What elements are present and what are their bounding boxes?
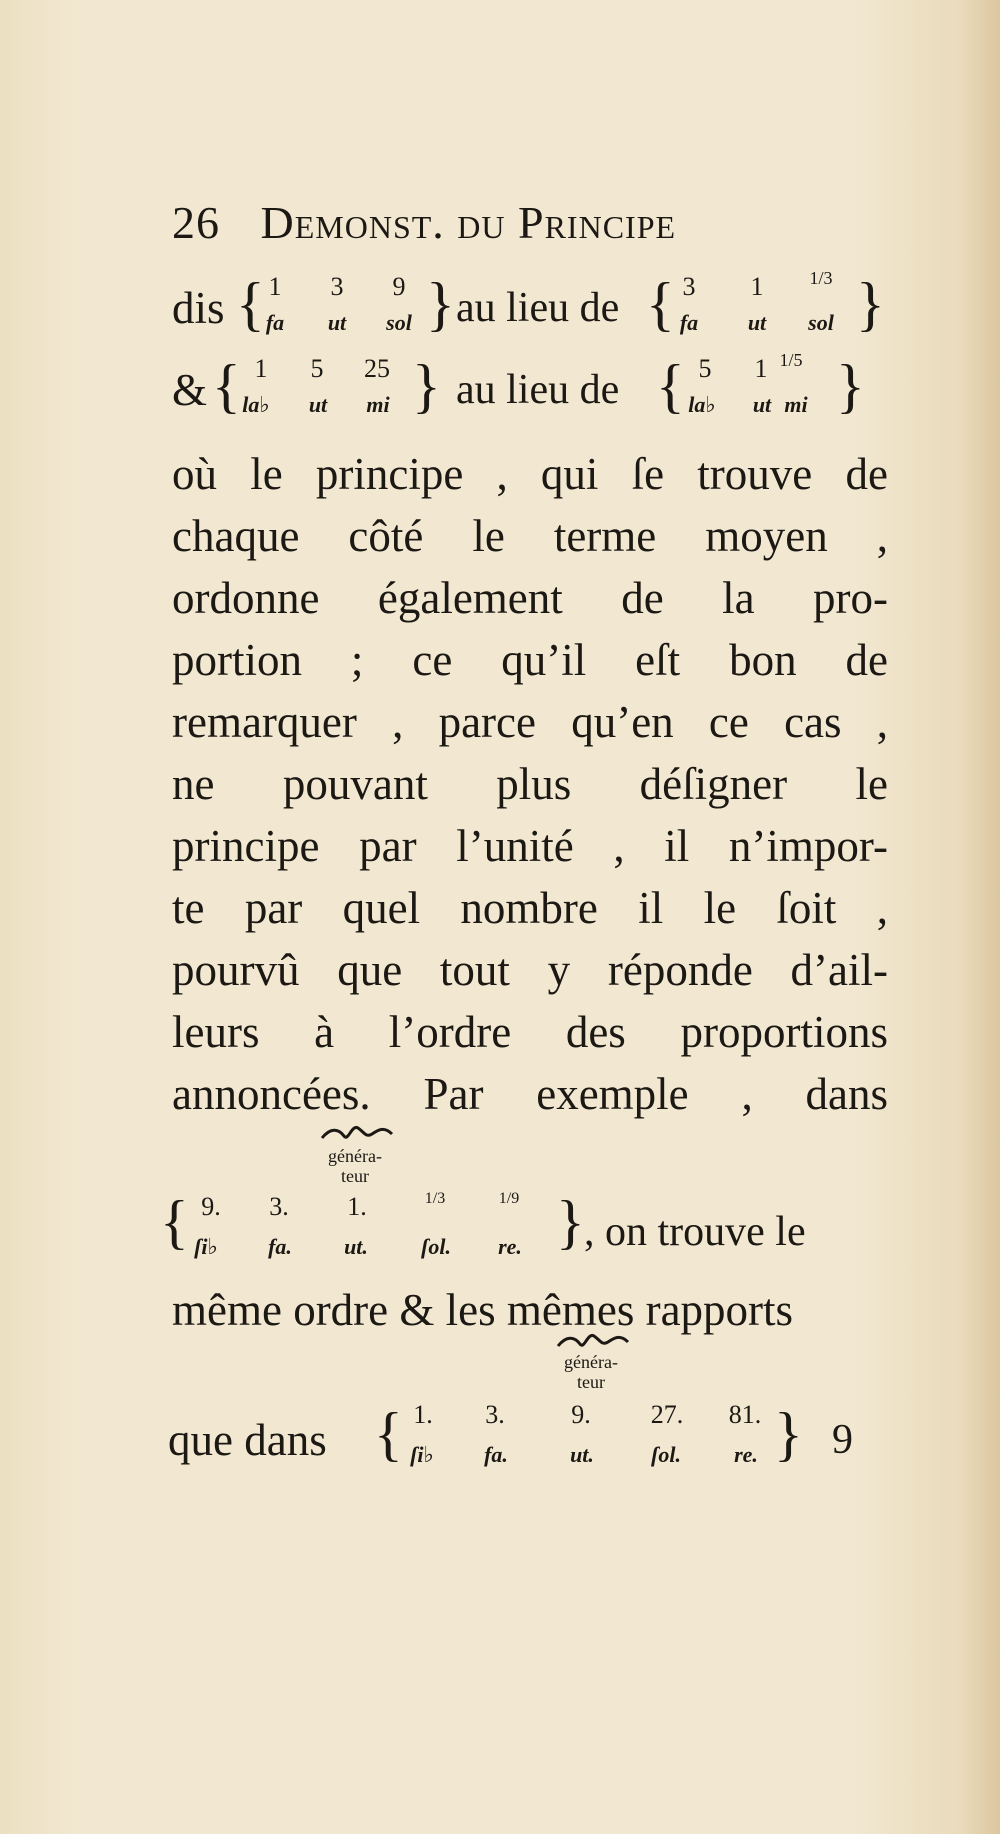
word: ,: [613, 821, 625, 871]
text-line: [172, 1064, 888, 1124]
word: le: [855, 759, 888, 809]
word: Par: [423, 1069, 484, 1119]
formula1-left-number: 3: [330, 272, 344, 301]
formula4-note: re.: [734, 1442, 758, 1467]
formula4-note: ſi♭: [410, 1442, 434, 1467]
word: parce: [438, 697, 536, 747]
formula3-number: 1/9: [498, 1190, 520, 1207]
word: par: [244, 883, 303, 933]
right-brace: }: [774, 1401, 803, 1467]
left-brace: {: [236, 271, 265, 337]
word: pro-: [812, 573, 888, 623]
word: l’ordre: [388, 1007, 512, 1057]
formula2-left-number: 25: [364, 354, 390, 383]
text-line: [172, 878, 888, 938]
word: que: [337, 945, 403, 995]
word: réponde: [607, 945, 753, 995]
right-brace: }: [426, 271, 455, 337]
word: ,: [876, 511, 888, 561]
left-brace: {: [646, 271, 675, 337]
word: ſe: [631, 449, 665, 499]
formula2-left-number: 1: [254, 354, 268, 383]
formula1-left-number: 9: [392, 272, 406, 301]
formula4-number: 81.: [728, 1400, 762, 1429]
word: ce: [708, 697, 749, 747]
formula1-middle: au lieu de: [456, 285, 620, 331]
word: moyen: [705, 511, 828, 561]
formula4-number: 27.: [650, 1400, 684, 1429]
formula4-note: ſol.: [651, 1442, 681, 1467]
word: trouve: [697, 449, 813, 499]
word: quel: [342, 883, 421, 933]
word: ce: [412, 635, 453, 685]
formula3-note: re.: [498, 1234, 522, 1259]
formula4-number: 9.: [571, 1400, 591, 1429]
word: ,: [741, 1069, 753, 1119]
text-line: même ordre & les mêmes rapports: [172, 1285, 794, 1335]
left-brace: {: [656, 353, 685, 419]
text-line: [172, 754, 888, 814]
word: qu’il: [501, 635, 587, 685]
page-number: 26: [172, 197, 220, 248]
text-line: [172, 940, 888, 1000]
generator-mark-icon: [320, 1124, 394, 1142]
text-line: [172, 444, 888, 504]
word: ;: [350, 635, 364, 685]
word: de: [621, 573, 664, 623]
word: ,: [876, 697, 888, 747]
formula3-number: 1/3: [424, 1190, 446, 1207]
word: d’ail-: [790, 945, 888, 995]
formula3-note: ſol.: [421, 1234, 451, 1259]
left-brace: {: [212, 353, 241, 419]
formula1-left-number: 1: [268, 272, 282, 301]
word: ,: [496, 449, 508, 499]
right-brace: }: [412, 353, 441, 419]
word: pourvû: [172, 945, 300, 995]
word: terme: [553, 511, 657, 561]
formula2-prefix: &: [172, 365, 208, 415]
formula2-right-number: 1: [754, 354, 768, 383]
formula2-left-note: la♭: [242, 392, 270, 417]
formula3-note: ſi♭: [194, 1234, 218, 1259]
word: remarquer: [172, 697, 357, 747]
word: la: [722, 573, 755, 623]
running-header: [172, 196, 676, 256]
formula-line-4: [160, 1330, 900, 1490]
formula1-right-note: ut: [747, 310, 767, 335]
formula3-note: fa.: [268, 1234, 292, 1259]
formula1-left-note: ut: [327, 310, 347, 335]
word: de: [845, 635, 888, 685]
formula2-right-note: mi: [784, 392, 808, 417]
right-brace: }: [556, 1189, 585, 1255]
formula3-suffix: , on trouve le: [584, 1209, 806, 1255]
word: il: [664, 821, 690, 871]
word: déſigner: [639, 759, 788, 809]
generator-label: généra- teur: [328, 1146, 382, 1186]
formula2-left-note: ut: [308, 392, 328, 417]
word: tout: [439, 945, 510, 995]
text-line: [172, 630, 888, 690]
formula1-prefix: dis: [172, 283, 225, 333]
word: pouvant: [282, 759, 428, 809]
formula1-left-note: fa: [265, 310, 285, 335]
formula3-number: 3.: [269, 1192, 289, 1221]
word: eſt: [635, 635, 681, 685]
word: ,: [876, 883, 888, 933]
formula1-right-number: 3: [682, 272, 696, 301]
word: qu’en: [571, 697, 674, 747]
formula4-note: ut.: [570, 1442, 594, 1467]
word: bon: [729, 635, 797, 685]
word: ordonne: [172, 573, 320, 623]
formula1-right-note: fa: [679, 310, 699, 335]
formula2-right-note: la♭: [688, 392, 716, 417]
word: par: [359, 821, 417, 871]
word: y: [547, 945, 571, 995]
formula2-right-number: 5: [698, 354, 712, 383]
word: portion: [172, 635, 302, 685]
word: qui: [540, 449, 599, 499]
text-line: [172, 568, 888, 628]
word: le: [250, 449, 283, 499]
generator-label: généra- teur: [564, 1352, 618, 1392]
formula2-left-number: 5: [310, 354, 324, 383]
word: à: [314, 1007, 335, 1057]
word: côté: [348, 511, 424, 561]
text-line: [172, 506, 888, 566]
word: plus: [496, 759, 572, 809]
word: où: [172, 449, 217, 499]
word: l’unité: [456, 821, 574, 871]
formula4-prefix: que dans: [168, 1415, 327, 1465]
right-brace: }: [836, 353, 865, 419]
word: leurs: [172, 1007, 260, 1057]
word: exemple: [536, 1069, 689, 1119]
formula-line-1: [172, 268, 892, 352]
word: dans: [805, 1069, 888, 1119]
left-brace: {: [160, 1189, 189, 1255]
formula1-right-number: 1: [750, 272, 764, 301]
word: annoncées.: [172, 1069, 371, 1119]
text-line: [172, 1002, 888, 1062]
formula2-right-note: ut: [752, 392, 772, 417]
word: le: [703, 883, 737, 933]
word: chaque: [172, 511, 300, 561]
right-brace: }: [856, 271, 885, 337]
word: ſoit: [776, 883, 837, 933]
word: ne: [172, 759, 215, 809]
text-line: [172, 692, 888, 752]
word: principe: [172, 821, 320, 871]
word: il: [638, 883, 664, 933]
formula4-suffix: 9: [832, 1417, 853, 1463]
formula1-right-number: 1/3: [809, 268, 833, 288]
word: cas: [784, 697, 842, 747]
formula4-number: 1.: [413, 1400, 433, 1429]
formula-line-2: [172, 352, 892, 432]
word: proportions: [680, 1007, 888, 1057]
formula3-number: 1.: [347, 1192, 367, 1221]
word: ,: [392, 697, 404, 747]
text-line: [172, 816, 888, 876]
formula-line-3: [160, 1122, 900, 1272]
word: le: [472, 511, 505, 561]
word: des: [565, 1007, 626, 1057]
word: principe: [315, 449, 464, 499]
word: n’impor-: [728, 821, 888, 871]
word: également: [377, 573, 563, 623]
word: nombre: [460, 883, 598, 933]
formula4-number: 3.: [485, 1400, 505, 1429]
formula2-middle: au lieu de: [456, 367, 620, 413]
formula3-number: 9.: [201, 1192, 221, 1221]
formula2-right-number: 1/5: [779, 350, 803, 370]
generator-mark-icon: [556, 1332, 630, 1350]
formula4-note: fa.: [484, 1442, 508, 1467]
word: te: [172, 883, 205, 933]
formula3-note: ut.: [344, 1234, 368, 1259]
left-brace: {: [374, 1401, 403, 1467]
word: de: [845, 449, 888, 499]
running-title: Demonst. du Principe: [260, 197, 677, 248]
formula2-left-note: mi: [366, 392, 390, 417]
formula1-left-note: sol: [386, 310, 412, 335]
formula1-right-note: sol: [808, 310, 834, 335]
